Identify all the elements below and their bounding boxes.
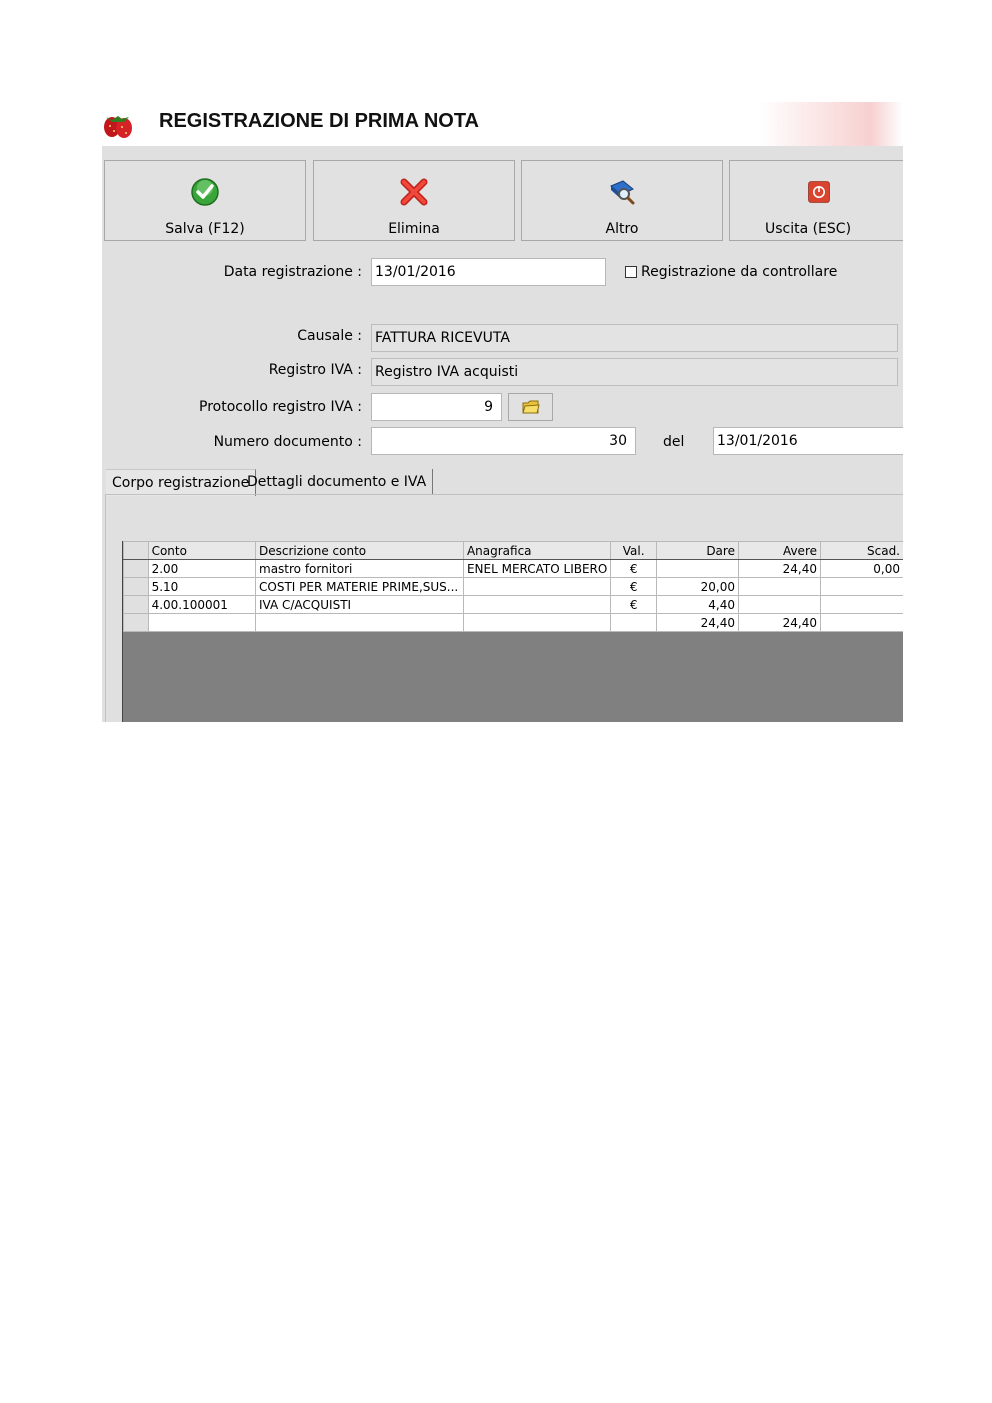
cell-scadenza[interactable] (821, 578, 904, 596)
cell-conto[interactable]: 2.00 (148, 560, 255, 578)
total-scadenza (821, 614, 904, 632)
causale-field[interactable]: FATTURA RICEVUTA (371, 324, 898, 352)
total-valuta (611, 614, 657, 632)
power-icon (807, 180, 831, 204)
cell-conto[interactable]: 4.00.100001 (148, 596, 255, 614)
total-conto (148, 614, 255, 632)
cell-descrizione[interactable]: COSTI PER MATERIE PRIME,SUS... (256, 578, 464, 596)
other-button[interactable] (521, 160, 723, 241)
cell-anagrafica[interactable] (463, 578, 610, 596)
cell-avere[interactable] (738, 578, 820, 596)
entries-table (123, 541, 903, 632)
table-header-row (124, 542, 904, 560)
row-indicator[interactable] (124, 578, 149, 596)
delete-button[interactable] (313, 160, 515, 241)
folder-icon (522, 400, 540, 415)
col-avere[interactable]: Avere (738, 542, 820, 560)
save-button[interactable] (104, 160, 306, 241)
protocollo-label: Protocollo registro IVA : (199, 399, 362, 415)
cell-descrizione[interactable]: IVA C/ACQUISTI (256, 596, 464, 614)
check-icon (190, 177, 220, 207)
causale-label: Causale : (297, 328, 362, 344)
numero-documento-label: Numero documento : (213, 434, 362, 450)
table-row[interactable] (124, 560, 904, 578)
app-window (102, 102, 903, 722)
row-indicator[interactable] (124, 560, 149, 578)
col-descrizione-conto[interactable]: Descrizione conto (256, 542, 464, 560)
del-date-field[interactable]: 13/01/2016 (713, 427, 903, 455)
col-conto[interactable]: Conto (148, 542, 255, 560)
tab-dettagli-documento-iva[interactable]: Dettagli documento e IVA (241, 469, 433, 495)
exit-button[interactable] (729, 160, 903, 241)
cell-anagrafica[interactable]: ENEL MERCATO LIBERO (463, 560, 610, 578)
window-title: REGISTRAZIONE DI PRIMA NOTA (159, 110, 479, 132)
cell-valuta[interactable]: € (611, 578, 657, 596)
delete-button-label: Elimina (388, 221, 440, 237)
row-indicator-header (124, 542, 149, 560)
cell-descrizione[interactable]: mastro fornitori (256, 560, 464, 578)
cell-anagrafica[interactable] (463, 596, 610, 614)
cell-valuta[interactable]: € (611, 560, 657, 578)
registro-iva-field[interactable]: Registro IVA acquisti (371, 358, 898, 386)
row-indicator (124, 614, 149, 632)
da-controllare-checkbox[interactable] (625, 266, 637, 278)
total-anagrafica (463, 614, 610, 632)
red-x-icon (399, 177, 429, 207)
cell-avere[interactable] (738, 596, 820, 614)
data-registrazione-label: Data registrazione : (223, 264, 362, 280)
entries-grid (122, 541, 903, 722)
col-scadenza[interactable]: Scad. (821, 542, 904, 560)
tab-corpo-registrazione[interactable]: Corpo registrazione (106, 469, 256, 496)
cell-valuta[interactable]: € (611, 596, 657, 614)
total-descrizione (256, 614, 464, 632)
da-controllare-label: Registrazione da controllare (641, 264, 838, 280)
cell-dare[interactable]: 4,40 (656, 596, 738, 614)
total-dare: 24,40 (656, 614, 738, 632)
cell-conto[interactable]: 5.10 (148, 578, 255, 596)
numero-documento-field[interactable]: 30 (371, 427, 636, 455)
row-indicator[interactable] (124, 596, 149, 614)
other-button-label: Altro (605, 221, 639, 237)
save-button-label: Salva (F12) (165, 221, 245, 237)
table-row[interactable] (124, 596, 904, 614)
col-valuta[interactable]: Val. (611, 542, 657, 560)
cell-dare[interactable] (656, 560, 738, 578)
protocollo-field[interactable]: 9 (371, 393, 502, 421)
cell-avere[interactable]: 24,40 (738, 560, 820, 578)
protocollo-browse-button[interactable] (508, 393, 553, 421)
table-row[interactable] (124, 578, 904, 596)
registro-iva-label: Registro IVA : (268, 362, 362, 378)
title-bar (102, 102, 903, 146)
strawberries-icon (102, 108, 134, 140)
total-avere: 24,40 (738, 614, 820, 632)
totals-row (124, 614, 904, 632)
col-anagrafica[interactable]: Anagrafica (463, 542, 610, 560)
cell-scadenza[interactable] (821, 596, 904, 614)
exit-button-label: Uscita (ESC) (764, 221, 852, 237)
cell-dare[interactable]: 20,00 (656, 578, 738, 596)
cell-scadenza[interactable]: 0,00 (821, 560, 904, 578)
del-label: del (663, 434, 685, 450)
data-registrazione-field[interactable]: 13/01/2016 (371, 258, 606, 286)
col-dare[interactable]: Dare (656, 542, 738, 560)
book-search-icon (607, 177, 637, 207)
